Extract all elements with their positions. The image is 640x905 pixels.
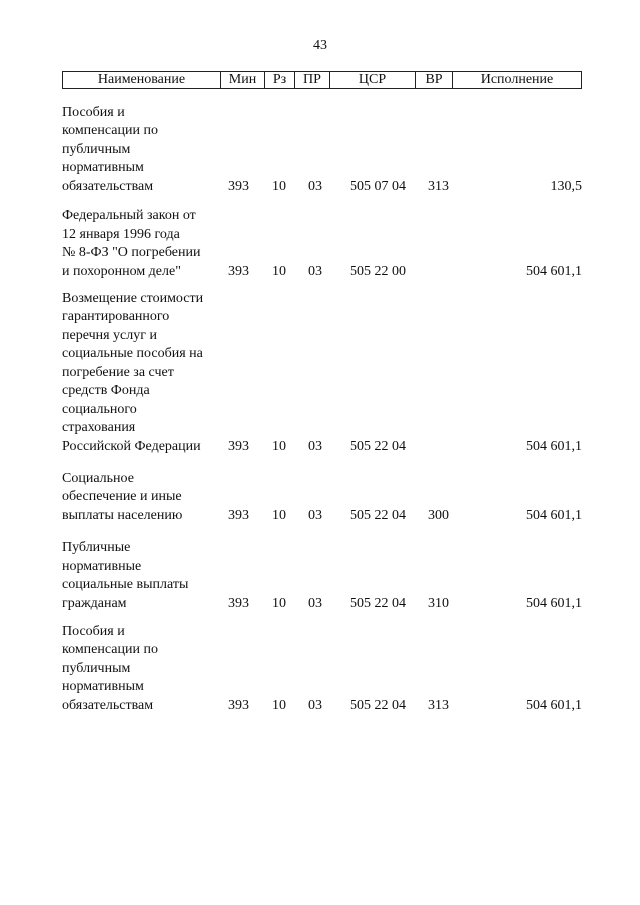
- table-row: [62, 104, 582, 196]
- row-rz: 10: [272, 697, 286, 713]
- row-min: 393: [228, 595, 249, 611]
- row-isp: 504 601,1: [526, 438, 582, 454]
- row-min: 393: [228, 178, 249, 194]
- row-rz: 10: [272, 507, 286, 523]
- row-vr: 310: [428, 595, 449, 611]
- row-isp: 504 601,1: [526, 507, 582, 523]
- row-min: 393: [228, 507, 249, 523]
- header-pr: ПР: [295, 72, 330, 88]
- table-row: [62, 624, 582, 715]
- row-isp: 504 601,1: [526, 595, 582, 611]
- row-rz: 10: [272, 595, 286, 611]
- row-pr: 03: [308, 263, 322, 279]
- row-pr: 03: [308, 697, 322, 713]
- row-csr: 505 22 04: [350, 438, 406, 454]
- row-min: 393: [228, 697, 249, 713]
- row-rz: 10: [272, 438, 286, 454]
- header-isp: Исполнение: [480, 72, 554, 87]
- row-rz: 10: [272, 263, 286, 279]
- row-csr: 505 22 00: [350, 263, 406, 279]
- row-vr: 300: [428, 507, 449, 523]
- table-row: [62, 208, 582, 281]
- table-row: [62, 290, 582, 456]
- row-name: Социальное обеспечение и иные выплаты населению: [62, 470, 183, 523]
- header-min: Мин: [221, 72, 265, 88]
- row-csr: 505 07 04: [350, 178, 406, 194]
- row-isp: 504 601,1: [526, 697, 582, 713]
- row-rz: 10: [272, 178, 286, 194]
- row-name: Федеральный закон от 12 января 1996 года № 8-ФЗ "О погребении и похоронном деле": [62, 208, 201, 279]
- header-csr: ЦСР: [330, 72, 416, 88]
- header-name: Наименование: [63, 72, 221, 88]
- page-number: 43: [313, 38, 327, 53]
- row-min: 393: [228, 263, 249, 279]
- row-isp: 504 601,1: [526, 263, 582, 279]
- row-vr: 313: [428, 178, 449, 194]
- row-isp: 130,5: [550, 178, 582, 194]
- row-pr: 03: [308, 178, 322, 194]
- row-pr: 03: [308, 438, 322, 454]
- row-csr: 505 22 04: [350, 507, 406, 523]
- row-vr: 313: [428, 697, 449, 713]
- table-header: [62, 71, 582, 89]
- row-name: Возмещение стоимости гарантированного перечня услуг и социальные пособия на погребение за счет средств Фонда социального страхования Российской Федерации: [62, 290, 204, 454]
- row-min: 393: [228, 438, 249, 454]
- table-row: [62, 538, 582, 613]
- row-name: Пособия и компенсации по публичным нормативным обязательствам: [62, 104, 158, 194]
- row-name: Пособия и компенсации по публичным нормативным обязательствам: [62, 623, 158, 713]
- row-pr: 03: [308, 595, 322, 611]
- row-csr: 505 22 04: [350, 697, 406, 713]
- header-vr: ВР: [416, 72, 453, 88]
- row-csr: 505 22 04: [350, 595, 406, 611]
- table-row: [62, 468, 582, 525]
- header-rz: Рз: [265, 72, 295, 88]
- row-name: Публичные нормативные социальные выплаты гражданам: [62, 540, 189, 611]
- row-pr: 03: [308, 507, 322, 523]
